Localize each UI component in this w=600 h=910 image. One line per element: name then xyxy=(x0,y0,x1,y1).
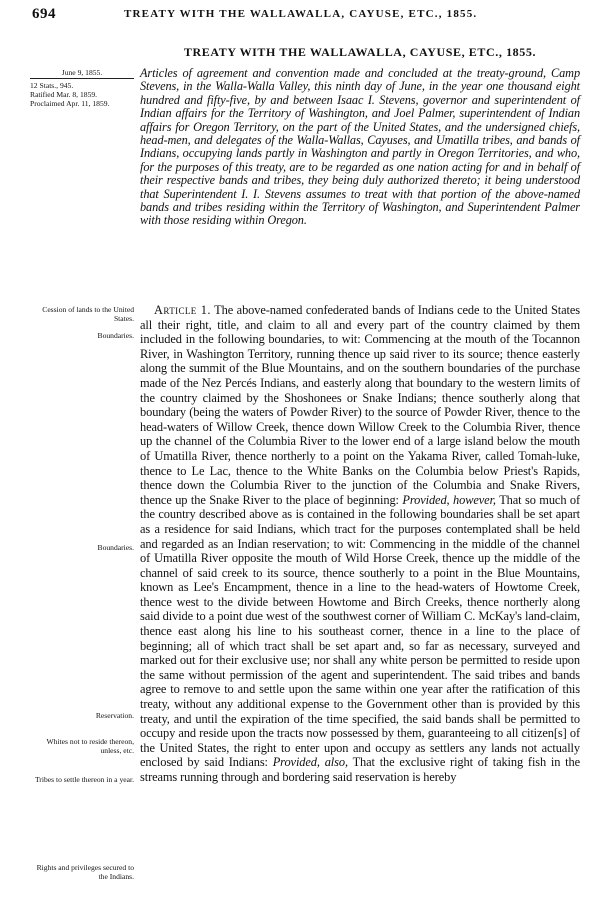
preamble: Articles of agreement and convention made and concluded at the treaty-ground, Camp Stevens, in the Walla-Walla Valley, this ninth day of June, in the year one thousand eight hundred and fifty-five, by and between Isaac I. Stevens, governor and superintendent of Indian affairs for the Territory of Washington, and Joel Palmer, superintendent of Indian affairs for Oregon Territory, on the part of the United States, and the undersigned chiefs, head-men, and delegates of the Walla-Wallas, Cayuses, and Umatilla tribes, and bands of Indians, occupying lands partly in Washington and partly in Oregon Territories, and who, for the purposes of this treaty, are to be regarded as one nation acting for and in behalf of their respective bands and tribes, they being duly authorized thereto; it being understood that Superintendent I. I. Stevens assumes to treat with that portion of the above-named bands and tribes residing within the Territory of Washington, and Superintendent Palmer with those residing within Oregon. xyxy=(140,66,580,228)
margin-date-block xyxy=(30,68,134,108)
article-1-text-part1: The above-named confederated bands of Indians cede to the United States all their right, title, and claim to all and every part of the country claimed by them included in the following boundaries, to wit: Commencing at the mouth of the Tocannon River, in Washington Territory, running thence up said river to its source; thence easterly along the summit of the Blue Mountains, and on the southern boundaries of the purchase made of the Nez Percés Indians, and easterly along that boundary to the western limits of the country claimed by the Shoshonees or Snake Indians; thence southerly along that boundary (being the waters of Powder River) to the source of Powder River, thence to the head-waters of Willow Creek, thence down Willow Creek to the Columbia River, thence up the channel of the Columbia River to the lower end of a large island below the mouth of Umatilla River, thence northerly to a point on the Yakama River, called Tomah-luke, thence to Le Lac, thence to the White Banks on the Columbia below Priest's Rapids, thence down the Columbia River to the junction of the Columbia and Snake Rivers, thence up the Snake River to the place of beginning: xyxy=(140,303,580,507)
margin-rule xyxy=(30,78,134,79)
article-1-text-part2: That so much of the country described above as is contained in the following boundaries shall be set apart as a residence for said Indians, which tract for the purposes contemplated shall be held and regarded as an Indian reservation; to wit: Commencing in the middle of the channel of Umatilla River opposite the mouth of Wild Horse Creek, thence up the middle of the channel of said creek to its source, thence southerly to a point in the Blue Mountains, known as Lee's Encampment, thence in a line to the head-waters of Howtome Creek, thence west to the divide between Howtome and Birch Creeks, thence northerly along said divide to a point due west of the southwest corner of William C. McKay's land-claim, thence east along his line to his southeast corner, thence in a line to the place of beginning; all of which tract shall be set apart and, so far as necessary, surveyed and marked out for their exclusive use; nor shall any white person be permitted to reside upon the same without permission of the agent and superintendent. xyxy=(140,492,581,682)
page-number: 694 xyxy=(32,6,56,22)
margin-boundaries-2: Boundaries. xyxy=(97,543,134,552)
article-1-text-part3: The said tribes and bands agree to remove to and settle upon the same within one year after the ratification of this treaty, without any additional expense to the Government other than is provided by this treaty, and until the expiration of the time specified, the said bands shall be permitted to occupy and reside upon the tracts now possessed by them, guaranteeing to all citizen[s] of the United States, the right to enter upon and occupy as settlers any lands not actually enclosed by said Indians: xyxy=(140,667,580,770)
article-1-paragraph xyxy=(140,303,580,785)
margin-citation-proclaimed: Proclaimed Apr. 11, 1859. xyxy=(30,99,110,108)
running-title: TREATY WITH THE WALLAWALLA, CAYUSE, ETC., 1855. xyxy=(124,8,478,20)
margin-rights: Rights and privileges secured to the Indians. xyxy=(36,863,134,881)
article-label: Article 1. xyxy=(154,303,211,317)
margin-date: June 9, 1855. xyxy=(61,68,103,77)
margin-boundaries-1: Boundaries. xyxy=(97,331,134,340)
proviso-however: Provided, however, xyxy=(402,492,496,507)
margin-whites: Whites not to reside thereon, unless, etc. xyxy=(46,737,134,755)
article-1 xyxy=(140,303,580,785)
running-head xyxy=(32,6,570,26)
margin-cession: Cession of lands to the United States. xyxy=(42,305,134,323)
margin-reservation: Reservation. xyxy=(95,711,134,720)
margin-citation-ratified: Ratified Mar. 8, 1859. xyxy=(30,90,98,99)
margin-citation-stats: 12 Stats., 945. xyxy=(30,81,74,90)
proviso-also: Provided, also, xyxy=(272,755,348,770)
margin-tribes: Tribes to settle thereon in a year. xyxy=(34,775,134,784)
article-1-text-part4: That the exclusive right of taking fish in the streams running through and bordering said reservation is hereby xyxy=(140,755,581,784)
treaty-title: TREATY WITH THE WALLAWALLA, CAYUSE, ETC., 1855. xyxy=(183,45,537,59)
